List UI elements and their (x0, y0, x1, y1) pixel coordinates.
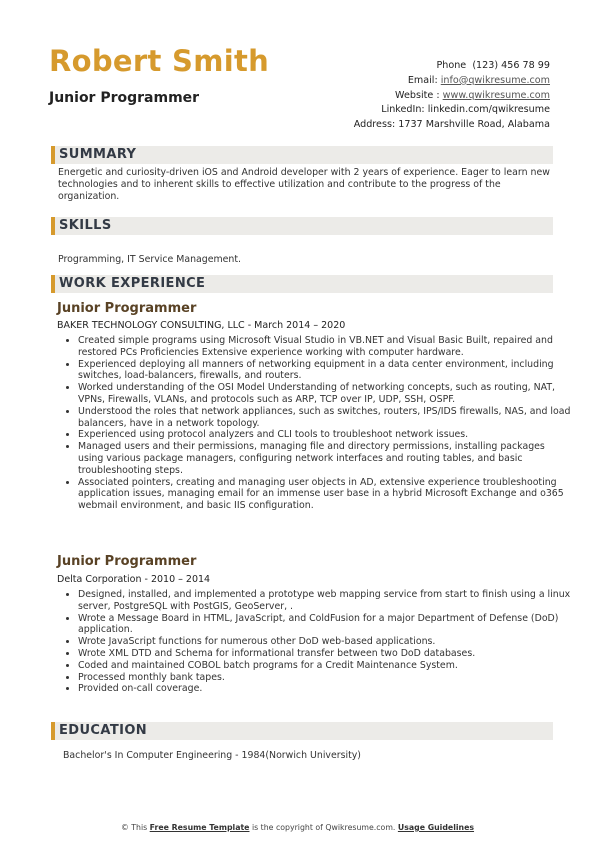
address-label: Address: (353, 119, 396, 131)
education-text: Bachelor's In Computer Engineering - 1984(Norwich University) (63, 750, 361, 761)
job-title-2: Junior Programmer (57, 554, 197, 569)
phone-value: (123) 456 78 99 (472, 60, 550, 71)
phone-label: Phone (436, 60, 467, 71)
candidate-title: Junior Programmer (49, 90, 200, 106)
email-link[interactable]: info@qwikresume.com (440, 74, 550, 86)
skills-header (51, 217, 553, 235)
usage-guidelines-link[interactable]: Usage Guidelines (397, 823, 475, 832)
education-title: EDUCATION (59, 723, 148, 738)
footer (0, 823, 595, 832)
list-item: • Coded and maintained COBOL batch programs for a Credit Maintenance System. (78, 660, 573, 672)
list-item: • Processed monthly bank tapes. (78, 672, 573, 684)
summary-text: Energetic and curiosity-driven iOS and Android developer with 2 years of experience. Eager to learn new technologies and to inherent skills to effective utilization and contribute to the progress of the organization. (58, 167, 550, 202)
contact-block (290, 59, 550, 133)
job-bullets-1 (63, 335, 573, 512)
free-resume-template-link[interactable]: Free Resume Template (149, 823, 250, 832)
list-item: • Wrote JavaScript functions for numerous other DoD web-based applications. (78, 636, 573, 648)
list-item: • Created simple programs using Microsoft Visual Studio in VB.NET and Visual Basic Built, repaired and restored PCs Proficiencies Extensive experience working with computer hardware. (78, 335, 573, 359)
job-title-1: Junior Programmer (57, 301, 197, 316)
list-item: • Understood the roles that network appliances, such as switches, routers, IPS/IDS firewalls, NAS, and load balancers, have in a network topology. (78, 406, 573, 430)
job-company-1: BAKER TECHNOLOGY CONSULTING, LLC - March 2014 – 2020 (57, 320, 346, 331)
skills-title: SKILLS (59, 218, 112, 233)
list-item: • Experienced deploying all manners of networking equipment in a data center environment, including switches, load-balancers, firewalls, and routers. (78, 359, 573, 383)
list-item: • Worked understanding of the OSI Model Understanding of networking concepts, such as routing, NAT, VPNs, Firewalls, VLANs, and protocols such as ARP, TCP over IP, UDP, SSH, OSPF. (78, 382, 573, 406)
skills-text: Programming, IT Service Management. (58, 254, 241, 265)
job-bullets-2 (63, 589, 573, 695)
contact-address (290, 118, 550, 133)
list-item: • Managed users and their permissions, managing file and directory permissions, installing packages using various package managers, configuring network interfaces and routing tables, and basic troubleshooting steps. (78, 441, 573, 476)
work-experience-header (51, 275, 553, 293)
footer-copyright: is the copyright of Qwikresume.com. (251, 823, 396, 832)
list-item: • Wrote a Message Board in HTML, JavaScript, and ColdFusion for a major Department of Defense (DoD) application. (78, 613, 573, 637)
list-item: • Experienced using protocol analyzers and CLI tools to troubleshoot network issues. (78, 429, 573, 441)
email-label: Email: (407, 74, 438, 86)
list-item: • Associated pointers, creating and managing user objects in AD, extensive experience troubleshooting application issues, managing email for an immense user base in a hybrid Microsoft Exchange and o365 webmail environment, and basic IIS configuration. (78, 477, 573, 512)
contact-website (290, 89, 550, 104)
website-link[interactable]: www.qwikresume.com (442, 89, 550, 101)
candidate-name: Robert Smith (49, 44, 270, 78)
list-item: • Provided on-call coverage. (78, 683, 573, 695)
address-value: 1737 Marshville Road, Alabama (398, 119, 550, 131)
summary-title: SUMMARY (59, 147, 137, 162)
linkedin-value: linkedin.com/qwikresume (427, 104, 550, 116)
website-label: Website : (395, 89, 440, 101)
list-item: • Wrote XML DTD and Schema for informational transfer between two DoD databases. (78, 648, 573, 660)
contact-email (290, 74, 550, 89)
footer-prefix: © This (120, 823, 148, 832)
list-item: • Designed, installed, and implemented a prototype web mapping service from start to finish using a linux server, PostgreSQL with PostGIS, GeoServer, . (78, 589, 573, 613)
contact-phone (290, 59, 550, 74)
linkedin-label: LinkedIn: (381, 104, 425, 116)
education-header (51, 722, 553, 740)
contact-linkedin (290, 103, 550, 118)
work-experience-title: WORK EXPERIENCE (59, 276, 206, 291)
job-company-2: Delta Corporation - 2010 – 2014 (57, 574, 211, 585)
summary-header (51, 146, 553, 164)
